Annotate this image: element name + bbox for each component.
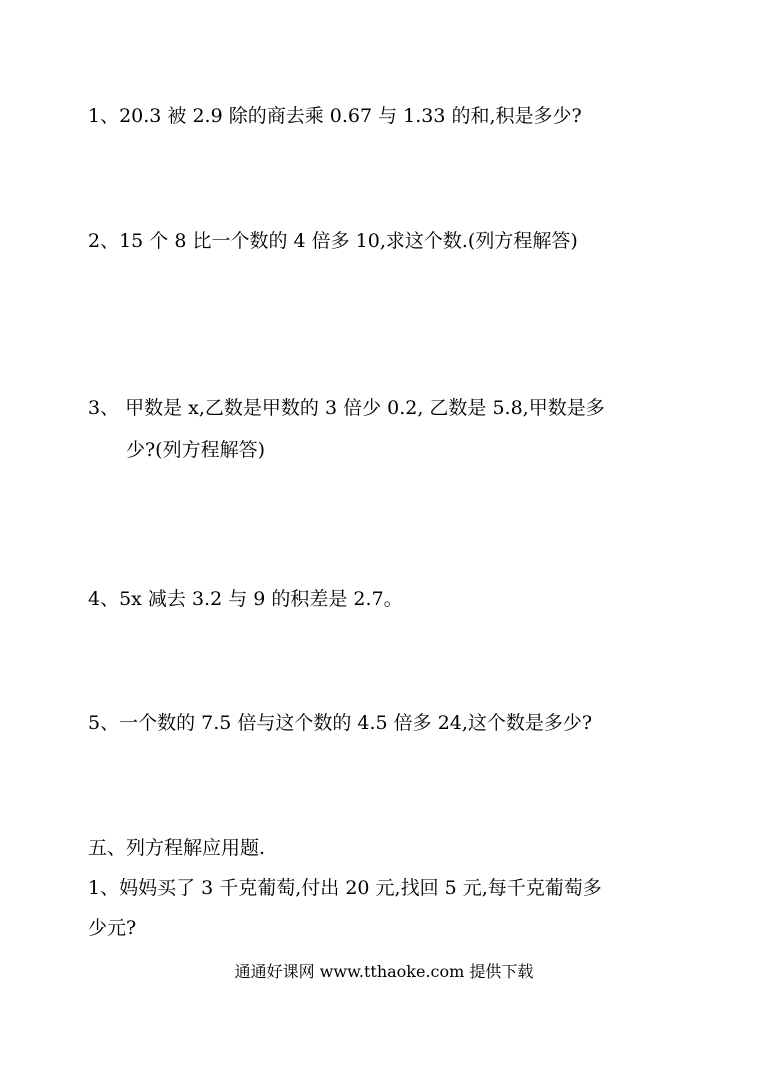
question-2: 2、15 个 8 比一个数的 4 倍多 10,求这个数.(列方程解答) xyxy=(88,230,578,252)
section-heading: 五、列方程解应用题. xyxy=(88,837,266,859)
word-problem-1-line-2: 少元? xyxy=(88,917,137,939)
question-4: 4、5x 减去 3.2 与 9 的积差是 2.7。 xyxy=(88,588,403,610)
question-5: 5、一个数的 7.5 倍与这个数的 4.5 倍多 24,这个数是多少? xyxy=(88,712,593,734)
question-1: 1、20.3 被 2.9 除的商去乘 0.67 与 1.33 的和,积是多少? xyxy=(88,105,582,127)
footer-credit: 通通好课网 www.tthaoke.com 提供下载 xyxy=(234,962,534,981)
question-3-line-1: 3、 甲数是 x,乙数是甲数的 3 倍少 0.2, 乙数是 5.8,甲数是多 xyxy=(88,397,605,419)
question-3-line-2: 少?(列方程解答) xyxy=(126,439,266,461)
word-problem-1-line-1: 1、妈妈买了 3 千克葡萄,付出 20 元,找回 5 元,每千克葡萄多 xyxy=(88,877,602,899)
